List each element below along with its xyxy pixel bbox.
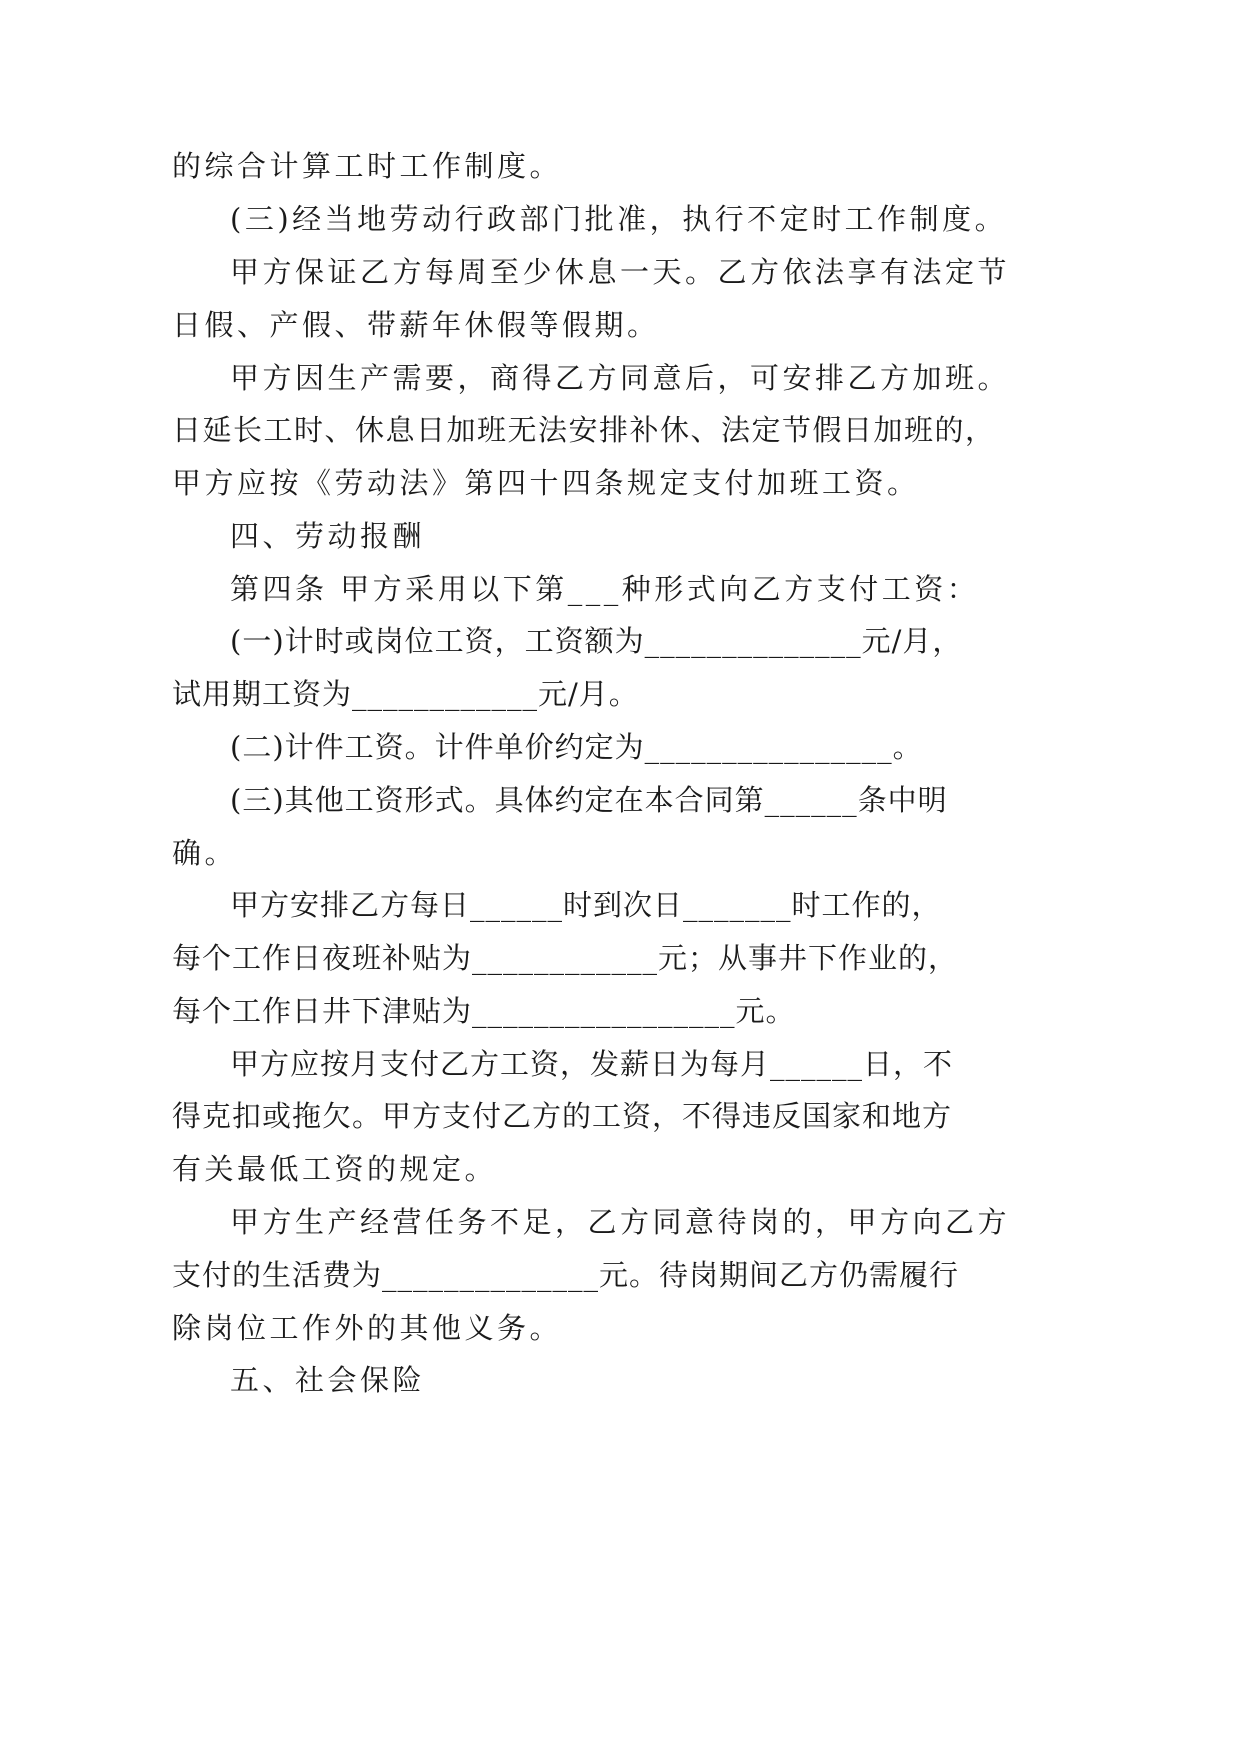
text-line: 甲方因生产需要，商得乙方同意后，可安排乙方加班。 xyxy=(230,361,1011,395)
text-line: 甲方安排乙方每日______时到次日_______时工作的， xyxy=(230,888,942,922)
text-line: 第四条 甲方采用以下第___种形式向乙方支付工资： xyxy=(230,572,980,606)
text-line: 日延长工时、休息日加班无法安排补休、法定节假日加班的， xyxy=(172,413,996,447)
text-line: 除岗位工作外的其他义务。 xyxy=(172,1311,563,1345)
section-heading: 四、劳动报酬 xyxy=(230,519,426,553)
text-line: (三)其他工资形式。具体约定在本合同第______条中明 xyxy=(230,783,948,817)
text-line: 甲方生产经营任务不足，乙方同意待岗的，甲方向乙方 xyxy=(230,1205,1011,1239)
text-line: (一)计时或岗位工资，工资额为______________元/月， xyxy=(230,624,963,658)
text-line: 试用期工资为____________元/月。 xyxy=(172,677,639,711)
text-line: 甲方保证乙方每周至少休息一天。乙方依法享有法定节 xyxy=(230,255,1011,289)
text-line: 甲方应按月支付乙方工资，发薪日为每月______日，不 xyxy=(230,1047,954,1081)
text-line: (二)计件工资。计件单价约定为________________。 xyxy=(230,730,923,764)
section-heading: 五、社会保险 xyxy=(230,1363,426,1397)
text-line: 有关最低工资的规定。 xyxy=(172,1152,498,1186)
text-line: 的综合计算工时工作制度。 xyxy=(172,149,563,183)
text-line: 日假、产假、带薪年休假等假期。 xyxy=(172,308,660,342)
text-line: 每个工作日夜班补贴为____________元；从事井下作业的， xyxy=(172,941,959,975)
text-line: 确。 xyxy=(172,836,238,870)
text-line: 每个工作日井下津贴为_________________元。 xyxy=(172,994,796,1028)
text-line: 甲方应按《劳动法》第四十四条规定支付加班工资。 xyxy=(172,466,920,500)
text-line: (三)经当地劳动行政部门批准，执行不定时工作制度。 xyxy=(230,202,1008,236)
text-line: 得克扣或拖欠。甲方支付乙方的工资，不得违反国家和地方 xyxy=(172,1099,953,1133)
text-line: 支付的生活费为______________元。待岗期间乙方仍需履行 xyxy=(172,1258,960,1292)
